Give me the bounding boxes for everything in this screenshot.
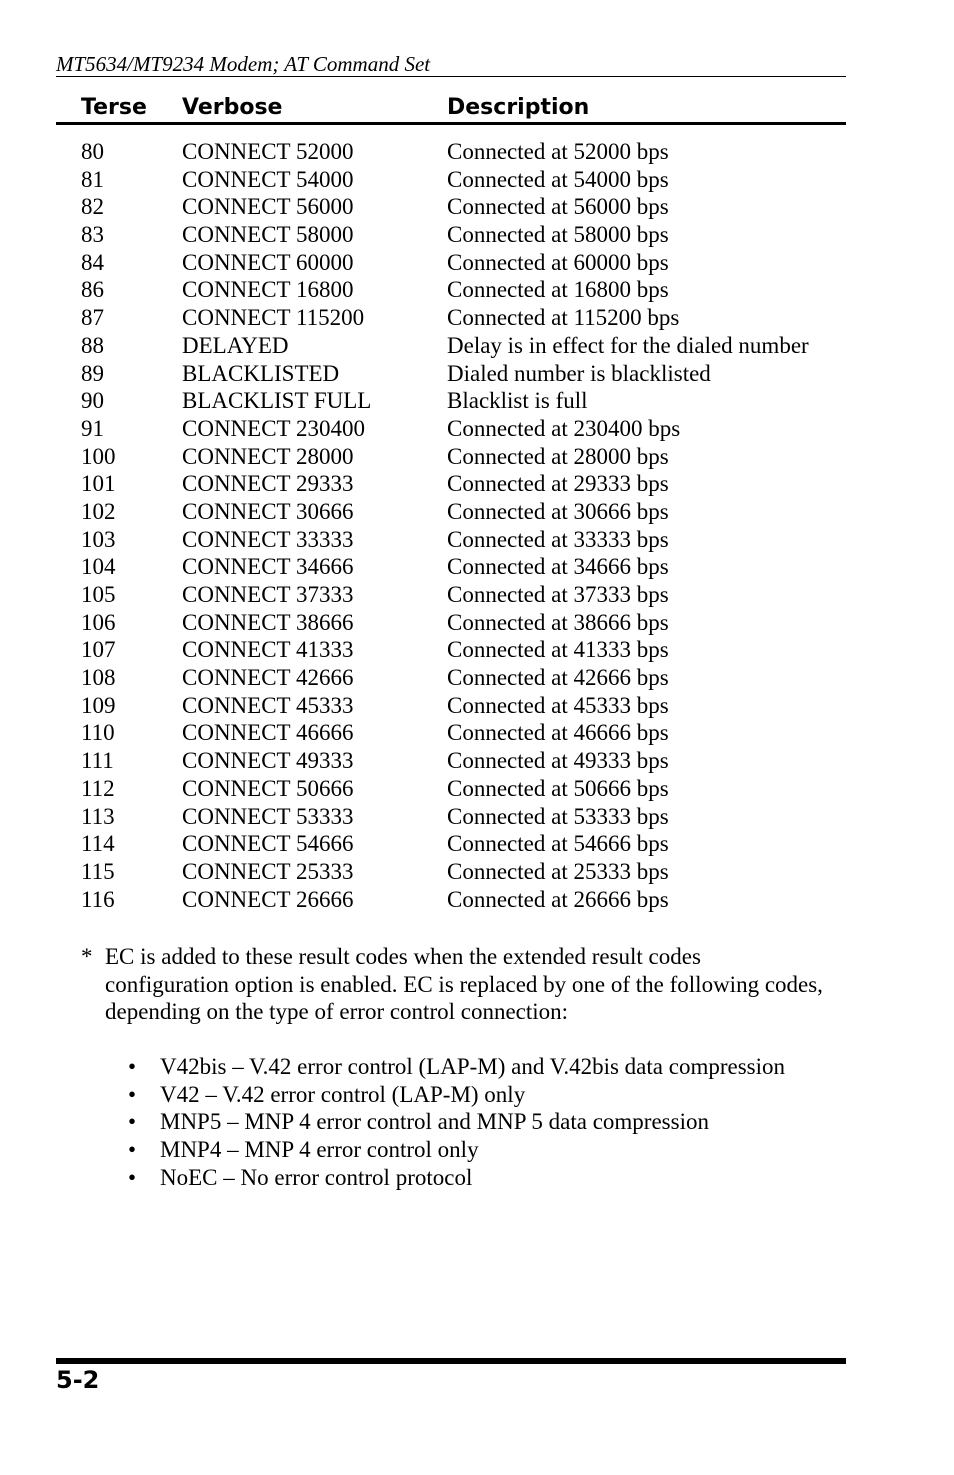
- footer-rule: [56, 1358, 846, 1364]
- page-number: 5-2: [56, 1366, 100, 1394]
- terse-cell: 112: [81, 775, 115, 801]
- verbose-cell: CONNECT 45333: [182, 692, 354, 718]
- verbose-cell: CONNECT 28000: [182, 443, 354, 469]
- table-row: [0, 193, 954, 221]
- description-cell: Delay is in effect for the dialed number: [447, 332, 809, 358]
- terse-cell: 88: [81, 332, 104, 358]
- table-row: [0, 415, 954, 443]
- table-row: [0, 581, 954, 609]
- description-cell: Connected at 28000 bps: [447, 443, 669, 469]
- verbose-cell: CONNECT 46666: [182, 720, 354, 746]
- terse-cell: 110: [81, 720, 115, 746]
- terse-cell: 80: [81, 139, 104, 164]
- list-item-text: V42 – V.42 error control (LAP-M) only: [160, 1081, 526, 1107]
- description-cell: Connected at 30666 bps: [447, 498, 669, 524]
- description-cell: Connected at 54000 bps: [447, 166, 669, 192]
- terse-cell: 113: [81, 803, 115, 829]
- verbose-cell: CONNECT 25333: [182, 858, 354, 884]
- verbose-cell: CONNECT 38666: [182, 609, 354, 635]
- description-cell: Connected at 115200 bps: [447, 305, 680, 331]
- terse-cell: 82: [81, 194, 104, 220]
- description-cell: Connected at 45333 bps: [447, 692, 669, 718]
- table-row: [0, 498, 954, 526]
- terse-cell: 90: [81, 388, 104, 414]
- verbose-cell: CONNECT 41333: [182, 637, 354, 663]
- verbose-cell: CONNECT 60000: [182, 249, 354, 275]
- table-row: [0, 886, 954, 914]
- description-cell: Connected at 42666 bps: [447, 665, 669, 691]
- list-item-text: MNP4 – MNP 4 error control only: [160, 1137, 479, 1163]
- column-header-verbose: Verbose: [182, 95, 283, 120]
- table-row: [0, 387, 954, 415]
- header-title: MT5634/MT9234 Modem; AT Command Set: [56, 52, 431, 76]
- table-row: [0, 775, 954, 803]
- terse-cell: 91: [81, 415, 104, 441]
- description-cell: Connected at 46666 bps: [447, 720, 669, 746]
- verbose-cell: CONNECT 52000: [182, 139, 354, 164]
- verbose-cell: CONNECT 115200: [182, 305, 365, 331]
- verbose-cell: CONNECT 26666: [182, 886, 354, 912]
- description-cell: Connected at 33333 bps: [447, 526, 669, 552]
- description-cell: Blacklist is full: [447, 388, 588, 414]
- description-cell: Connected at 58000 bps: [447, 222, 669, 248]
- verbose-cell: CONNECT 42666: [182, 665, 354, 691]
- table-row: [0, 138, 954, 166]
- verbose-cell: BLACKLISTED: [182, 360, 340, 386]
- table-row: [0, 692, 954, 720]
- terse-cell: 100: [81, 443, 116, 469]
- terse-cell: 86: [81, 277, 104, 303]
- description-cell: Connected at 29333 bps: [447, 471, 669, 497]
- terse-cell: 108: [81, 665, 116, 691]
- terse-cell: 103: [81, 526, 116, 552]
- description-cell: Connected at 53333 bps: [447, 803, 669, 829]
- table-row: [0, 830, 954, 858]
- bullet-icon: •: [128, 1109, 137, 1135]
- description-cell: Connected at 16800 bps: [447, 277, 669, 303]
- table-row: [0, 636, 954, 664]
- table-body: [0, 138, 954, 913]
- table-row: [0, 747, 954, 775]
- terse-cell: 104: [81, 554, 116, 580]
- table-row: [0, 221, 954, 249]
- terse-cell: 115: [81, 858, 115, 884]
- terse-cell: 106: [81, 609, 116, 635]
- terse-cell: 111: [81, 748, 114, 774]
- verbose-cell: CONNECT 53333: [182, 803, 354, 829]
- description-cell: Connected at 52000 bps: [447, 139, 669, 164]
- verbose-cell: CONNECT 16800: [182, 277, 354, 303]
- table-row: [0, 803, 954, 831]
- description-cell: Connected at 26666 bps: [447, 886, 669, 912]
- verbose-cell: CONNECT 33333: [182, 526, 354, 552]
- terse-cell: 107: [81, 637, 116, 663]
- terse-cell: 109: [81, 692, 116, 718]
- table-row: [0, 526, 954, 554]
- table-row: [0, 304, 954, 332]
- description-cell: Dialed number is blacklisted: [447, 360, 711, 386]
- table-row: [0, 443, 954, 471]
- verbose-cell: DELAYED: [182, 332, 289, 358]
- table-row: [0, 249, 954, 277]
- terse-cell: 81: [81, 166, 104, 192]
- description-cell: Connected at 60000 bps: [447, 249, 669, 275]
- description-cell: Connected at 54666 bps: [447, 831, 669, 857]
- terse-cell: 116: [81, 886, 115, 912]
- table-row: [0, 276, 954, 304]
- terse-cell: 87: [81, 305, 104, 331]
- footnote-text: EC is added to these result codes when the extended result codes configuration option is enabled. EC is replaced by one of the following codes, depending on the type of error control connection:: [105, 944, 823, 1024]
- verbose-cell: CONNECT 50666: [182, 775, 354, 801]
- table-row: [0, 470, 954, 498]
- table-row: [0, 609, 954, 637]
- table-row: [0, 360, 954, 388]
- description-cell: Connected at 38666 bps: [447, 609, 669, 635]
- table-row: [0, 858, 954, 886]
- verbose-cell: CONNECT 29333: [182, 471, 354, 497]
- terse-cell: 83: [81, 222, 104, 248]
- terse-cell: 114: [81, 831, 115, 857]
- table-row: [0, 332, 954, 360]
- terse-cell: 101: [81, 471, 116, 497]
- verbose-cell: CONNECT 54000: [182, 166, 354, 192]
- description-cell: Connected at 230400 bps: [447, 415, 681, 441]
- description-cell: Connected at 25333 bps: [447, 858, 669, 884]
- bullet-icon: •: [128, 1164, 137, 1190]
- terse-cell: 89: [81, 360, 104, 386]
- table-row: [0, 553, 954, 581]
- description-cell: Connected at 34666 bps: [447, 554, 669, 580]
- terse-cell: 105: [81, 582, 116, 607]
- description-cell: Connected at 50666 bps: [447, 775, 669, 801]
- verbose-cell: BLACKLIST FULL: [182, 388, 372, 414]
- terse-cell: 84: [81, 249, 104, 275]
- bullet-icon: •: [128, 1137, 137, 1163]
- list-item-text: V42bis – V.42 error control (LAP-M) and V.42bis data compression: [160, 1054, 785, 1079]
- list-item-text: NoEC – No error control protocol: [160, 1164, 473, 1190]
- verbose-cell: CONNECT 58000: [182, 222, 354, 248]
- verbose-cell: CONNECT 230400: [182, 415, 365, 441]
- table-header-rule: [56, 122, 846, 125]
- list-item-text: MNP5 – MNP 4 error control and MNP 5 data compression: [160, 1109, 709, 1135]
- table-row: [0, 719, 954, 747]
- footnote-marker: *: [81, 944, 93, 969]
- bullet-icon: •: [128, 1054, 137, 1079]
- description-cell: Connected at 41333 bps: [447, 637, 669, 663]
- verbose-cell: CONNECT 34666: [182, 554, 354, 580]
- description-cell: Connected at 37333 bps: [447, 582, 669, 607]
- verbose-cell: CONNECT 56000: [182, 194, 354, 220]
- terse-cell: 102: [81, 498, 116, 524]
- description-cell: Connected at 49333 bps: [447, 748, 669, 774]
- verbose-cell: CONNECT 30666: [182, 498, 354, 524]
- verbose-cell: CONNECT 54666: [182, 831, 354, 857]
- column-header-description: Description: [447, 95, 590, 120]
- column-header-terse: Terse: [81, 95, 147, 120]
- header-rule: [56, 76, 846, 77]
- table-row: [0, 664, 954, 692]
- table-row: [0, 166, 954, 194]
- bullet-icon: •: [128, 1081, 137, 1107]
- description-cell: Connected at 56000 bps: [447, 194, 669, 220]
- verbose-cell: CONNECT 49333: [182, 748, 354, 774]
- verbose-cell: CONNECT 37333: [182, 582, 354, 607]
